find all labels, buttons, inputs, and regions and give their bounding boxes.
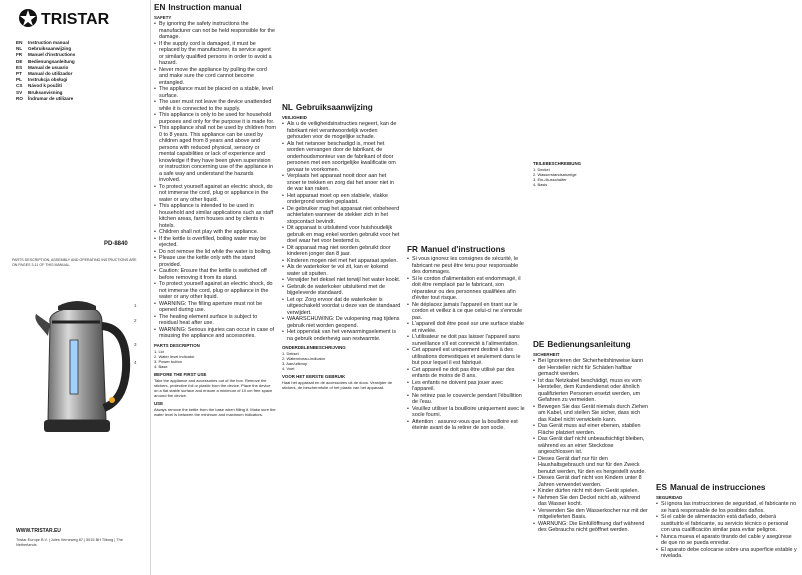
nl-part-1: 1. Deksel — [282, 351, 299, 356]
list-item: • Les enfants ne doivent pas jouer avec l'appareil. — [407, 380, 526, 393]
list-item: • The appliance must be placed on a stable, level surface. — [154, 86, 276, 99]
list-item: • Dieses Gerät darf nicht von Kindern unter 8 Jahren verwendet werden. — [533, 475, 650, 488]
list-item: • WARNUNG: Die Einfüllöffnung darf während des Gebrauchs nicht geöffnet werden. — [533, 521, 650, 534]
nl-parts-heading: ONDERDELENBESCHRIJVING — [282, 345, 346, 350]
list-item: • Das Gerät darf nicht unbeaufsichtigt bleiben, während es an einer Steckdose angeschlossen ist. — [533, 436, 650, 456]
callout-4: 4 — [134, 360, 137, 365]
list-item: • Do not remove the lid while the water is boiling. — [154, 249, 276, 256]
list-item: • El aparato debe colocarse sobre una superficie estable y nivelada. — [656, 547, 797, 560]
list-item: • This appliance is only to be used for household purposes and only for the purpose it is made for. — [154, 112, 276, 125]
model-number: PD-8840 — [104, 241, 128, 247]
es-column — [654, 0, 800, 575]
de-column — [531, 0, 653, 575]
list-item: • Cet appareil ne doit pas être utilisé par des enfants de moins de 8 ans. — [407, 367, 526, 380]
cover-column — [0, 0, 151, 575]
list-item: • Ne retirez pas le couvercle pendant l'ébullition de l'eau. — [407, 393, 526, 406]
en-use-heading: USE — [154, 400, 164, 406]
es-title: ES Manual de instrucciones — [656, 483, 766, 492]
en-safety-list — [154, 21, 276, 340]
language-item: NL Gebruiksaanwijzing — [16, 46, 72, 52]
list-item: • By ignoring the safety instructions the manufacturer can not be held responsible for the damage. — [154, 21, 276, 41]
list-item: • Gebruik de waterkoker uitsluitend met de bijgeleverde standaard. — [282, 284, 401, 297]
language-item: EN Instruction manual — [16, 40, 70, 45]
list-item: • Veuillez utiliser la bouilloire uniquement avec le socle fourni. — [407, 406, 526, 419]
fr-column — [405, 0, 529, 575]
list-item: • Si vous ignorez les consignes de sécurité, le fabricant ne peut être tenu pour responsable des dommages. — [407, 256, 526, 276]
list-item: • Dit apparaat mag niet worden gebruikt door kinderen jonger dan 8 jaar. — [282, 245, 401, 258]
list-item: • Si el cable de alimentación está dañado, deberá sustituirlo el fabricante, su servicio técnico o personal con una cualificación similar para evitar peligros. — [656, 514, 797, 534]
language-item: PL Instrukcja obsługi — [16, 77, 68, 83]
nl-before-text: Haal het apparaat en de accessoires uit de doos. Verwijder de stickers, de beschermfolie of het plastic van het apparaat. — [282, 380, 393, 390]
list-item: • This appliance is intended to be used in household and similar applications such as staff kitchen areas, farm houses and by clients in hotels. — [154, 203, 276, 229]
nl-safety-heading: VEILIGHEID — [282, 115, 307, 120]
list-item: • If the kettle is overfilled, boiling water may be ejected. — [154, 236, 276, 249]
list-item: • Verwenden Sie den Wasserkocher nur mit der mitgelieferten Basis. — [533, 508, 650, 521]
language-item: ES Manual de usuario — [16, 64, 69, 70]
nl-part-4: 4. Voet — [282, 366, 295, 371]
en-part-4: 4. Base — [154, 363, 168, 369]
nl-before-heading: VOOR HET EERSTE GEBRUIK — [282, 374, 346, 379]
callout-3: 3 — [134, 342, 137, 347]
list-item: • Nunca mueva el aparato tirando del cable y asegúrese de que no se pueda enredar. — [656, 534, 797, 547]
language-item: PT Manual do utilizador — [16, 71, 73, 77]
list-item: • L'appareil doit être posé sur une surface stable et nivelée. — [407, 321, 526, 334]
list-item: • To protect yourself against an electric shock, do not immerse the cord, plug or appliance in the water or any other liquid. — [154, 184, 276, 204]
nl-part-2: 2. Waterniveau-indicator — [282, 356, 326, 361]
fr-safety-list — [407, 256, 526, 432]
en-title: EN Instruction manual — [154, 3, 242, 12]
en-use-text: Always remove the kettle from the base when filling it. Make sure the water level is between the minimum and maximum indicators. — [154, 406, 276, 417]
list-item: • Si ignora las instrucciones de seguridad, el fabricante no se hará responsable de los posibles daños. — [656, 501, 797, 514]
list-item: • Nehmen Sie den Deckel nicht ab, während das Wasser kocht. — [533, 495, 650, 508]
list-item: • Dieses Gerät darf nur für den Haushaltsgebrauch und nur für den Zweck benutzt werden, für den es hergestellt wurde. — [533, 456, 650, 476]
list-item: • Ne déplacez jamais l'appareil en tirant sur le cordon et veillez à ce que celui-ci ne s'enroule pas. — [407, 302, 526, 322]
company-address: Tristar Europe B.V. | Jules Verneweg 87 | 5015 BH Tilburg | The Netherlands — [16, 538, 123, 547]
side-note: PARTS DESCRIPTION, ASSEMBLY AND OPERATING INSTRUCTIONS ARE ON PAGES 3-11 OF THIS MANUAL. — [12, 258, 137, 267]
fr-title: FR Manuel d'instructions — [407, 245, 506, 254]
list-item: • Als het netsnoer beschadigd is, moet het worden vervangen door de fabrikant, de onderhoudsmonteur van de fabrikant of door personen met een soortgelijke kwalificatie om gevaar te voorkomen. — [282, 141, 401, 174]
de-part-3: 3. Ein-/Ausschalter — [533, 177, 567, 182]
list-item: • Het oppervlak van het verwarmingselement is na gebruik onderhevig aan restwarmte. — [282, 329, 401, 342]
list-item: • Let op: Zorg ervoor dat de waterkoker is uitgeschakeld voordat u deze van de standaard verwijdert. — [282, 297, 401, 317]
list-item: • Cet appareil est uniquement destiné à des utilisations domestiques et seulement dans le but pour lequel il est fabriqué. — [407, 347, 526, 367]
list-item: • The heating element surface is subject to residual heat after use. — [154, 314, 276, 327]
callout-2: 2 — [134, 318, 137, 323]
list-item: • Het apparaat moet op een stabiele, vlakke ondergrond worden geplaatst. — [282, 193, 401, 206]
language-list — [16, 40, 136, 102]
list-item: • This appliance shall not be used by children from 0 to 8 years. This appliance can be used by children aged from 8 years and above and persons with reduced physical, sensory or mental capabilities or lack of experience and knowledge if they have been given supervision or instruction concerning use of the appliance in a safe way and understand the hazards involved. — [154, 125, 276, 184]
nl-title: NL Gebruiksaanwijzing — [282, 103, 373, 112]
nl-safety-list — [282, 121, 401, 342]
de-title: DE Bedienungsanleitung — [533, 340, 631, 349]
tristar-logo — [18, 7, 138, 29]
en-part-3: 3. Power button — [154, 358, 183, 364]
de-safety-heading: SICHERHEIT — [533, 352, 560, 357]
language-item: DE Bedienungsanleitung — [16, 58, 75, 64]
es-safety-heading: SEGURIDAD — [656, 495, 683, 500]
list-item: • Kinderen mogen niet met het apparaat spelen. — [282, 258, 401, 265]
list-item: • Ist das Netzkabel beschädigt, muss es vom Hersteller, dem Kundendienst oder ähnlich qualifizierten Personen ersetzt werden, um Gefahren zu vermeiden. — [533, 378, 650, 404]
en-before-heading: BEFORE THE FIRST USE — [154, 371, 207, 377]
list-item: • Attention : assurez-vous que la bouilloire est éteinte avant de la retirer de son socle. — [407, 419, 526, 432]
list-item: • Caution: Ensure that the kettle is switched off before removing it from its stand. — [154, 268, 276, 281]
en-column — [152, 0, 279, 575]
list-item: • Verwijder het deksel niet terwijl het water kookt. — [282, 277, 401, 284]
list-item: • Das Gerät muss auf einer ebenen, stabilen Fläche platziert werden. — [533, 423, 650, 436]
list-item: • WARNING: The filling aperture must not be opened during use. — [154, 301, 276, 314]
en-parts-heading: PARTS DESCRIPTION — [154, 342, 200, 348]
de-parts-heading: TEILEBESCHREIBUNG — [533, 161, 582, 166]
nl-part-3: 3. Aan/uitknop — [282, 361, 308, 366]
list-item: • WARNING: Serious injuries can occur in case of misusing the appliance and accessories. — [154, 327, 276, 340]
list-item: • WAARSCHUWING: De vulopening mag tijdens gebruik niet worden geopend. — [282, 316, 401, 329]
language-item: FR Manuel d'instructions — [16, 52, 76, 58]
list-item: • To protect yourself against an electric shock, do not immerse the cord, plug or appliance in the water or any other liquid. — [154, 281, 276, 301]
en-part-1: 1. Lid — [154, 348, 164, 354]
list-item: • Dit apparaat is uitsluitend voor huishoudelijk gebruik en mag enkel worden gebruikt voor het doel waar het voor bestemd is. — [282, 225, 401, 245]
list-item: • Als de waterkoker te vol zit, kan er kokend water uit spuiten. — [282, 264, 401, 277]
nl-column — [280, 0, 404, 575]
brand-name: TRISTAR — [41, 11, 110, 28]
list-item: • Please use the kettle only with the stand provided. — [154, 255, 276, 268]
en-part-2: 2. Water level indicator — [154, 353, 195, 359]
list-item: • Children shall not play with the appliance. — [154, 229, 276, 236]
list-item: • Bewegen Sie das Gerät niemals durch Ziehen am Kabel, und stellen Sie sicher, dass sich das Kabel nicht verwickeln kann. — [533, 404, 650, 424]
callout-1: 1 — [134, 303, 137, 308]
en-safety-heading: SAFETY — [154, 15, 172, 20]
de-part-4: 4. Basis — [533, 182, 548, 187]
de-safety-list — [533, 358, 650, 534]
language-item: RO Îndrumar de utilizare — [16, 95, 74, 101]
kettle-illustration — [30, 292, 134, 442]
en-before-text: Take the appliance and accessories out of the box. Remove the stickers, protective foil or plastic from the device. Place the device on a flat stable surface and ensure a minimum of 10 cm free space around the device. — [154, 377, 273, 398]
list-item: • Kinder dürfen nicht mit dem Gerät spielen. — [533, 488, 650, 495]
list-item: • Als u de veiligheidsinstructies negeert, kan de fabrikant niet verantwoordelijk worden gehouden voor de mogelijke schade. — [282, 121, 401, 141]
list-item: • Si le cordon d'alimentation est endommagé, il doit être remplacé par le fabricant, son réparateur ou des personnes qualifiées afin d'éviter tout risque. — [407, 276, 526, 302]
list-item: • L'utilisateur ne doit pas laisser l'appareil sans surveillance s'il est connecté à l'alimentation. — [407, 334, 526, 347]
website-url[interactable]: WWW.TRISTAR.EU — [16, 528, 61, 534]
list-item: • Never move the appliance by pulling the cord and make sure the cord cannot become entangled. — [154, 67, 276, 87]
de-part-1: 1. Deckel — [533, 167, 550, 172]
list-item: • Verplaats het apparaat nooit door aan het snoer te trekken en zorg dat het snoer niet in de war kan raken. — [282, 173, 401, 193]
de-part-2: 2. Wasserstandsanzeige — [533, 172, 577, 177]
language-item: SV Bruksanvisning — [16, 89, 63, 95]
es-safety-list — [656, 501, 797, 560]
list-item: • De gebruiker mag het apparaat niet onbeheerd achterlaten wanneer de stekker zich in het stopcontact bevindt. — [282, 206, 401, 226]
language-item: CS Návod k použití — [16, 83, 62, 89]
list-item: • If the supply cord is damaged, it must be replaced by the manufacturer, its service agent or similarly qualified persons in order to avoid a hazard. — [154, 41, 276, 67]
list-item: • Bei Ignorieren der Sicherheitshinweise kann der Hersteller nicht für Schäden haftbar gemacht werden. — [533, 358, 650, 378]
list-item: • The user must not leave the device unattended while it is connected to the supply. — [154, 99, 276, 112]
